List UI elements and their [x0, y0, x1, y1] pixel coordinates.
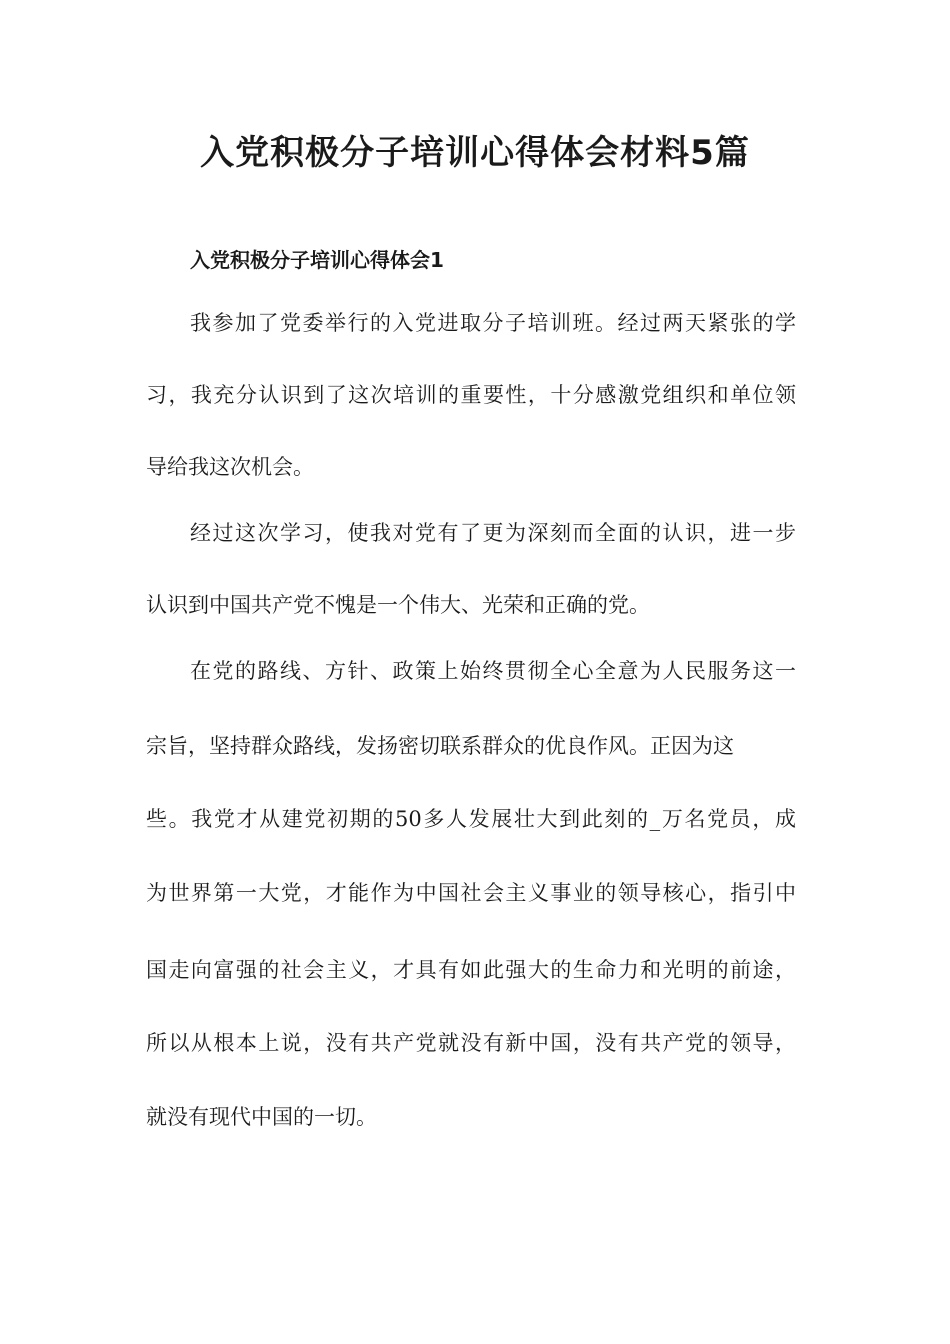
paragraph-line: 国走向富强的社会主义，才具有如此强大的生命力和光明的前途，	[146, 958, 796, 982]
paragraph-line: 导给我这次机会。	[146, 455, 314, 479]
document-title: 入党积极分子培训心得体会材料5篇	[200, 133, 750, 173]
paragraph-line: 我参加了党委举行的入党进取分子培训班。经过两天紧张的学	[190, 311, 796, 335]
paragraph-line: 认识到中国共产党不愧是一个伟大、光荣和正确的党。	[146, 593, 650, 617]
paragraph-line: 些。我党才从建党初期的50多人发展壮大到此刻的_万名党员，成	[146, 807, 796, 831]
paragraph-line: 所以从根本上说，没有共产党就没有新中国，没有共产党的领导，	[146, 1031, 796, 1055]
paragraph-line: 就没有现代中国的一切。	[146, 1105, 377, 1129]
paragraph-line: 宗旨，坚持群众路线，发扬密切联系群众的优良作风。正因为这	[146, 734, 734, 758]
section-heading: 入党积极分子培训心得体会1	[190, 248, 444, 272]
paragraph-line: 为世界第一大党，才能作为中国社会主义事业的领导核心，指引中	[146, 881, 796, 905]
paragraph-line: 经过这次学习，使我对党有了更为深刻而全面的认识，进一步	[190, 521, 796, 545]
paragraph-line: 在党的路线、方针、政策上始终贯彻全心全意为人民服务这一	[190, 659, 796, 683]
paragraph-line: 习，我充分认识到了这次培训的重要性，十分感激党组织和单位领	[146, 383, 796, 407]
